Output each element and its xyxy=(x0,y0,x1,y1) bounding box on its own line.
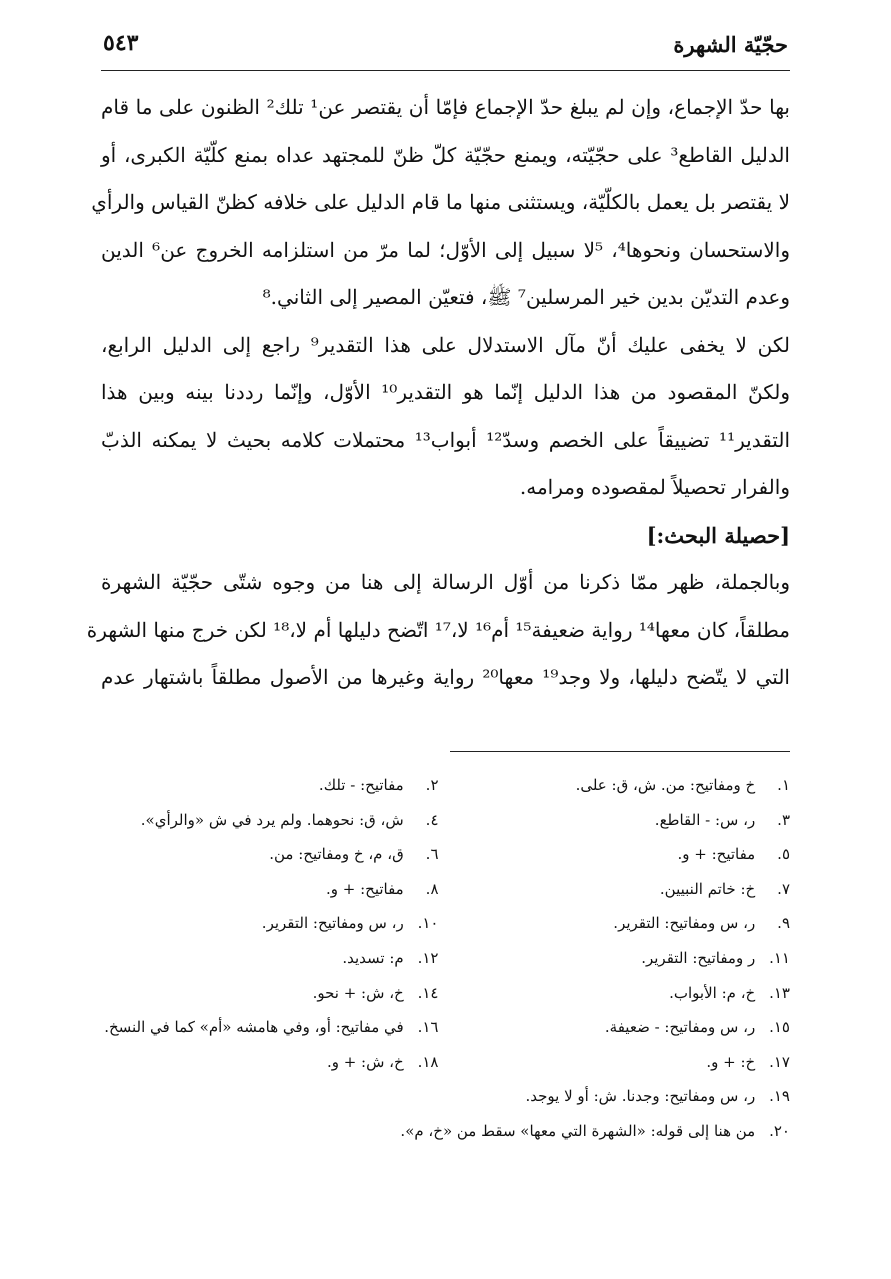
footnote-number: ١٩. xyxy=(769,1087,790,1106)
footnote-number: ٣. xyxy=(777,810,790,829)
footnote-text: ر ومفاتيح: التقرير. xyxy=(641,948,756,967)
footnote-number: ٢٠. xyxy=(769,1121,790,1140)
footnote-text: خ: خاتم النبيين. xyxy=(659,879,756,898)
footnote xyxy=(101,837,453,872)
footnote-text: خ ومفاتيح: من. ش، ق: على. xyxy=(575,776,756,794)
footnote-text: ر، س ومفاتيح: التقرير. xyxy=(613,914,756,933)
text-line: مطلقاً، كان معها¹⁴ رواية ضعيفة¹⁵ أم¹⁶ لا،¹⁷ اتّضح دليلها أم لا،¹⁸ لكن خرج منها الشهرة xyxy=(86,617,790,642)
footnote-text: ر، س ومفاتيح: - ضعيفة. xyxy=(604,1018,756,1037)
footnotes xyxy=(101,768,790,1149)
footnote-text: مفاتيح: - تلك. xyxy=(318,776,404,794)
footnote-row xyxy=(101,1045,790,1080)
text-line: ولكنّ المقصود من هذا الدليل إنّما هو التقدير¹⁰ الأوّل، وإنّما رددنا بينه وبين هذا xyxy=(101,380,791,404)
footnote-number: ٤. xyxy=(425,810,439,829)
footnote-row xyxy=(101,768,790,803)
paragraph-1 xyxy=(91,84,791,322)
footnote-number: ١٨. xyxy=(417,1052,439,1071)
text-line: التقدير¹¹ تضييقاً على الخصم وسدّ¹² أبواب¹³ محتملات كلامه بحيث لا يمكنه الذبّ xyxy=(101,427,790,452)
footnote xyxy=(101,803,453,838)
footnote-row xyxy=(101,941,790,976)
footnote xyxy=(453,906,791,941)
footnote-text: خ، ش: + و. xyxy=(326,1052,404,1071)
footnote xyxy=(101,1114,790,1149)
section-heading xyxy=(101,512,790,560)
footnote xyxy=(453,837,791,872)
footnote-number: ٧. xyxy=(777,879,790,898)
footnote-number: ١٥. xyxy=(769,1018,790,1037)
footnote-text: خ: + و. xyxy=(706,1052,756,1071)
footnote-number: ٦. xyxy=(425,845,439,864)
footnote-text: ر، س ومفاتيح: وجدنا. ش: أو لا يوجد. xyxy=(525,1087,756,1106)
footnote-row xyxy=(101,872,790,907)
paragraph-3 xyxy=(86,559,790,702)
footnote-number: ١١. xyxy=(769,948,790,967)
footnote-divider xyxy=(450,751,790,752)
footnote xyxy=(101,941,453,976)
text-line: التي لا يتّضح دليلها، ولا وجد¹⁹ معها²⁰ رواية وغيرها من الأصول مطلقاً باشتهار عدم xyxy=(101,665,790,689)
footnote-row xyxy=(101,837,790,872)
footnote-number: ٨. xyxy=(425,879,439,898)
text-line: وبالجملة، ظهر ممّا ذكرنا من أوّل الرسالة إلى هنا من وجوه شتّى حجّيّة الشهرة xyxy=(101,570,790,594)
footnote-number: ١٣. xyxy=(769,983,790,1002)
footnote-text: م: تسديد. xyxy=(342,948,404,967)
footnote-row xyxy=(101,803,790,838)
footnote xyxy=(101,1010,453,1045)
footnote xyxy=(453,872,791,907)
footnote xyxy=(453,976,791,1011)
footnote-text: من هنا إلى قوله: «الشهرة التي معها» سقط من «خ، م». xyxy=(400,1121,756,1140)
footnote-row xyxy=(101,976,790,1011)
running-title: حجّيّة الشهرة xyxy=(673,32,788,57)
text-line: والفرار تحصيلاً لمقصوده ومرامه. xyxy=(519,475,790,499)
text-line: الدليل القاطع³ على حجّيّته، ويمنع حجّيّة كلّ ظنّ للمجتهد عداه بمنع كلّيّة الكبرى، أو xyxy=(101,142,790,167)
footnote xyxy=(101,872,453,907)
footnote-text: خ، م: الأبواب. xyxy=(669,983,756,1002)
page-number: ٥٤٣ xyxy=(103,30,139,56)
footnote-text: مفاتيح: + و. xyxy=(677,845,756,864)
paragraph-2 xyxy=(101,322,790,512)
footnote-text: ش، ق: نحوهما. ولم يرد في ش «والرأي». xyxy=(140,810,404,829)
footnote-text: في مفاتيح: أو، وفي هامشه «أم» كما في النسخ. xyxy=(104,1018,404,1037)
footnote xyxy=(101,1045,453,1080)
heading-text: [حصيلة البحث:] xyxy=(646,522,790,548)
main-text xyxy=(86,84,791,702)
footnote-number: ٩. xyxy=(777,914,790,933)
footnote xyxy=(453,768,791,803)
footnote-number: ١٠. xyxy=(417,914,439,933)
footnote xyxy=(101,976,453,1011)
footnote-text: ر، س: - القاطع. xyxy=(654,810,756,829)
footnote-text: ق، م، خ ومفاتيح: من. xyxy=(269,845,404,864)
footnote-row xyxy=(101,906,790,941)
text-line: بها حدّ الإجماع، وإن لم يبلغ حدّ الإجماع فإمّا أن يقتصر عن¹ تلك² الظنون على ما قام xyxy=(101,95,791,119)
footnote-number: ٢. xyxy=(425,776,439,794)
footnote xyxy=(101,1079,790,1114)
footnote xyxy=(101,768,453,803)
footnote xyxy=(453,1010,791,1045)
footnote-number: ١٦. xyxy=(417,1018,439,1037)
footnote xyxy=(101,906,453,941)
footnote-text: مفاتيح: + و. xyxy=(325,879,404,898)
footnote-row xyxy=(101,1010,790,1045)
footnote-number: ١٢. xyxy=(417,948,439,967)
text-line: والاستحسان ونحوها⁴، ⁵لا سبيل إلى الأوّل؛ لما مرّ من استلزامه الخروج عن⁶ الدين xyxy=(101,237,791,262)
header-divider xyxy=(101,70,790,71)
footnote xyxy=(453,941,791,976)
footnote-number: ١٤. xyxy=(417,983,439,1002)
footnote-number: ١. xyxy=(777,776,790,794)
text-line: وعدم التديّن بدين خير المرسلين⁷ ﷺ، فتعيّن المصير إلى الثاني.⁸ xyxy=(262,285,790,309)
footnote-number: ٥. xyxy=(777,845,790,864)
text-line: لا يقتصر بل يعمل بالكلّيّة، ويستثنى منها ما قام الدليل على خلافه كظنّ القياس والرأي xyxy=(91,190,790,214)
footnote-number: ١٧. xyxy=(769,1052,790,1071)
footnote xyxy=(453,1045,791,1080)
footnote-text: ر، س ومفاتيح: التقرير. xyxy=(261,914,404,933)
text-line: لكن لا يخفى عليك أنّ مآل الاستدلال على هذا التقدير⁹ راجع إلى الدليل الرابع، xyxy=(101,332,790,357)
footnote-text: خ، ش: + نحو. xyxy=(312,983,404,1002)
footnote xyxy=(453,803,791,838)
